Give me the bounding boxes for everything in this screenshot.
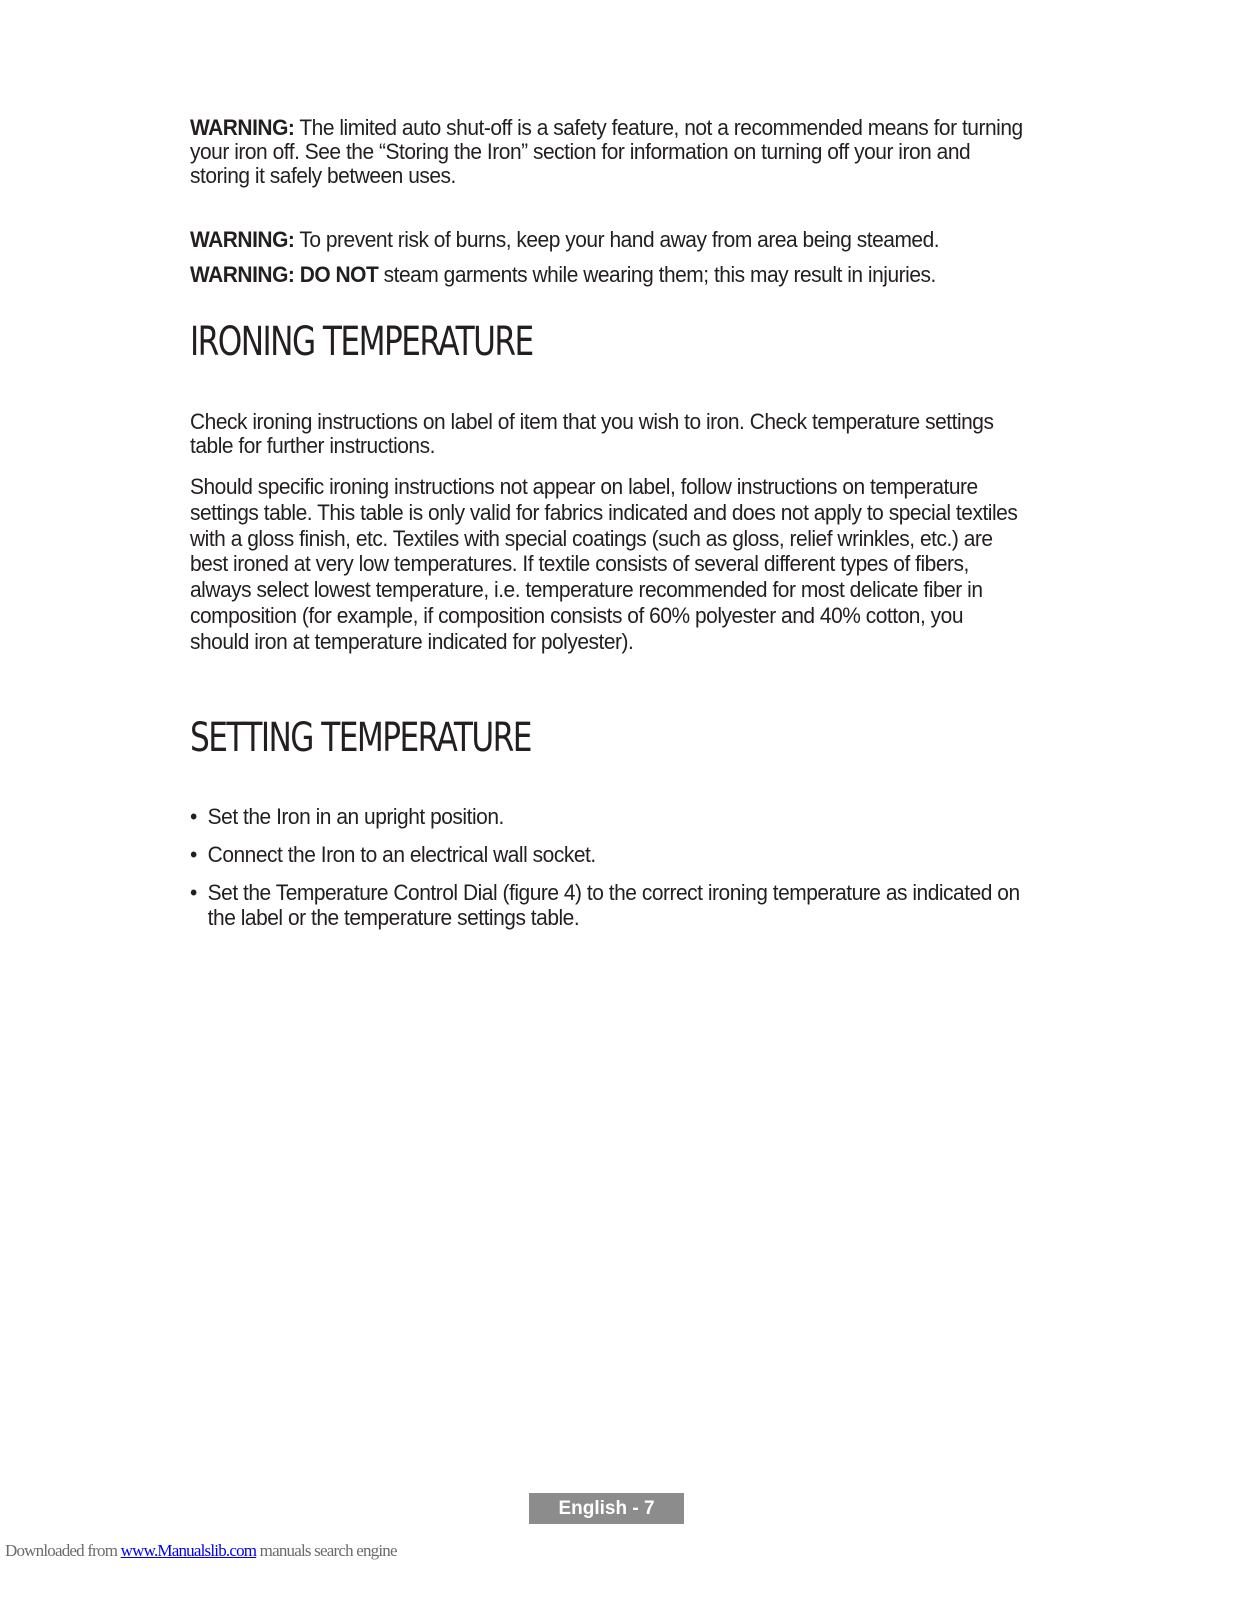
bullet-icon: • xyxy=(190,880,197,905)
ironing-temperature-heading: IRONING TEMPERATURE xyxy=(190,319,533,365)
list-item-text: Set the Iron in an upright position. xyxy=(207,804,504,829)
warning-text: To prevent risk of burns, keep your hand away from area being steamed. xyxy=(294,227,940,252)
download-prefix: Downloaded from xyxy=(5,1541,121,1560)
setting-temperature-steps xyxy=(190,804,1027,943)
warning-auto-shutoff xyxy=(190,116,1027,188)
warning-burns xyxy=(190,228,1027,252)
manualslib-link[interactable]: www.Manualslib.com xyxy=(120,1541,257,1560)
ironing-paragraph: Check ironing instructions on label of item that you wish to iron. Check temperature settings table for further instructions. xyxy=(190,409,994,458)
page-number-badge: English - 7 xyxy=(529,1493,684,1524)
download-suffix: manuals search engine xyxy=(256,1541,397,1560)
warning-do-not-steam-worn xyxy=(190,263,1027,287)
warning-text: The limited auto shut-off is a safety feature, not a recommended means for turning your iron off. See the “Storing the Iron” section for information on turning off your iron and storing it safely between uses. xyxy=(190,115,1023,188)
ironing-paragraph: Should specific ironing instructions not appear on label, follow instructions on temperature settings table. This table is only valid for fabrics indicated and does not apply to special textiles with a gloss finish, etc. Textiles with special coatings (such as gloss, relief wrinkles, etc.) are best ironed at very low temperatures. If textile consists of several different types of fibers, always select lowest temperature, i.e. temperature recommended for most delicate fiber in composition (for example, if composition consists of 60% polyester and 40% cotton, you should iron at temperature indicated for polyester). xyxy=(190,474,1018,654)
warning-label: WARNING: xyxy=(190,115,295,140)
list-item xyxy=(190,804,1027,829)
list-item xyxy=(190,842,1027,867)
bullet-icon: • xyxy=(190,804,197,829)
bullet-icon: • xyxy=(190,842,197,867)
warning-text: steam garments while wearing them; this may result in injuries. xyxy=(378,262,936,287)
list-item xyxy=(190,880,1027,930)
download-source-line xyxy=(5,1541,397,1561)
setting-temperature-heading: SETTING TEMPERATURE xyxy=(190,715,531,761)
warning-label: WARNING: DO NOT xyxy=(190,262,379,287)
list-item-text: Set the Temperature Control Dial (figure 4) to the correct ironing temperature as indicated on the label or the temperature settings table. xyxy=(207,880,1020,930)
warning-label: WARNING: xyxy=(190,227,295,252)
list-item-text: Connect the Iron to an electrical wall socket. xyxy=(207,842,596,867)
